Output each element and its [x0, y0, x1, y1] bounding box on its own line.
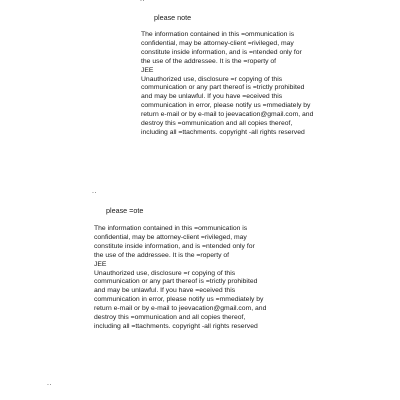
- notice-line: including all =ttachments. copyright -all rights reserved: [141, 128, 305, 136]
- notice-line: communication in error, please notify us =mmediately by: [94, 296, 264, 304]
- separator-mark-top: [140, 0, 145, 3]
- notice-line: The information contained in this =ommunication is: [141, 31, 295, 38]
- separator-mark-bottom: ..: [47, 380, 52, 387]
- notice-line: return e-mail or by e-mail to jeevacation@gmail.com, and: [141, 111, 314, 119]
- separator-mark-middle: ..: [92, 188, 97, 195]
- notice-line: including all =ttachments. copyright -all rights reserved: [94, 322, 258, 330]
- notice-heading-1: please note: [154, 13, 192, 22]
- notice-line: destroy this =ommunication and all copies thereof,: [141, 120, 293, 128]
- notice-line: Unauthorized use, disclosure =r copying of this: [94, 269, 236, 277]
- notice-line: JEE: [94, 260, 107, 268]
- confidentiality-notice-2: [94, 225, 324, 332]
- notice-heading-2: please =ote: [106, 206, 144, 215]
- notice-line: communication or any part thereof is =trictly prohibited: [141, 84, 305, 92]
- notice-line: confidential, may be attorney-client =rivileged, may: [94, 233, 247, 241]
- notice-line: communication in error, please notify us =mmediately by: [141, 102, 311, 110]
- notice-line: JEE: [141, 66, 154, 74]
- notice-line: and may be unlawful. If you have =eceived this: [141, 93, 283, 101]
- notice-line: Unauthorized use, disclosure =r copying of this: [141, 75, 283, 83]
- notice-line: and may be unlawful. If you have =eceived this: [94, 287, 236, 295]
- confidentiality-notice-1: [141, 31, 371, 138]
- notice-line: the use of the addressee. It is the =roperty of: [141, 57, 277, 65]
- notice-line: constitute inside information, and is =ntended only for: [141, 48, 302, 56]
- notice-line: destroy this =ommunication and all copies thereof,: [94, 314, 246, 322]
- notice-line: the use of the addressee. It is the =roperty of: [94, 251, 230, 259]
- notice-line: constitute inside information, and is =ntended only for: [94, 242, 255, 250]
- notice-line: The information contained in this =ommunication is: [94, 225, 248, 232]
- notice-line: confidential, may be attorney-client =rivileged, may: [141, 39, 294, 47]
- notice-line: return e-mail or by e-mail to jeevacation@gmail.com, and: [94, 305, 267, 313]
- notice-line: communication or any part thereof is =trictly prohibited: [94, 278, 258, 286]
